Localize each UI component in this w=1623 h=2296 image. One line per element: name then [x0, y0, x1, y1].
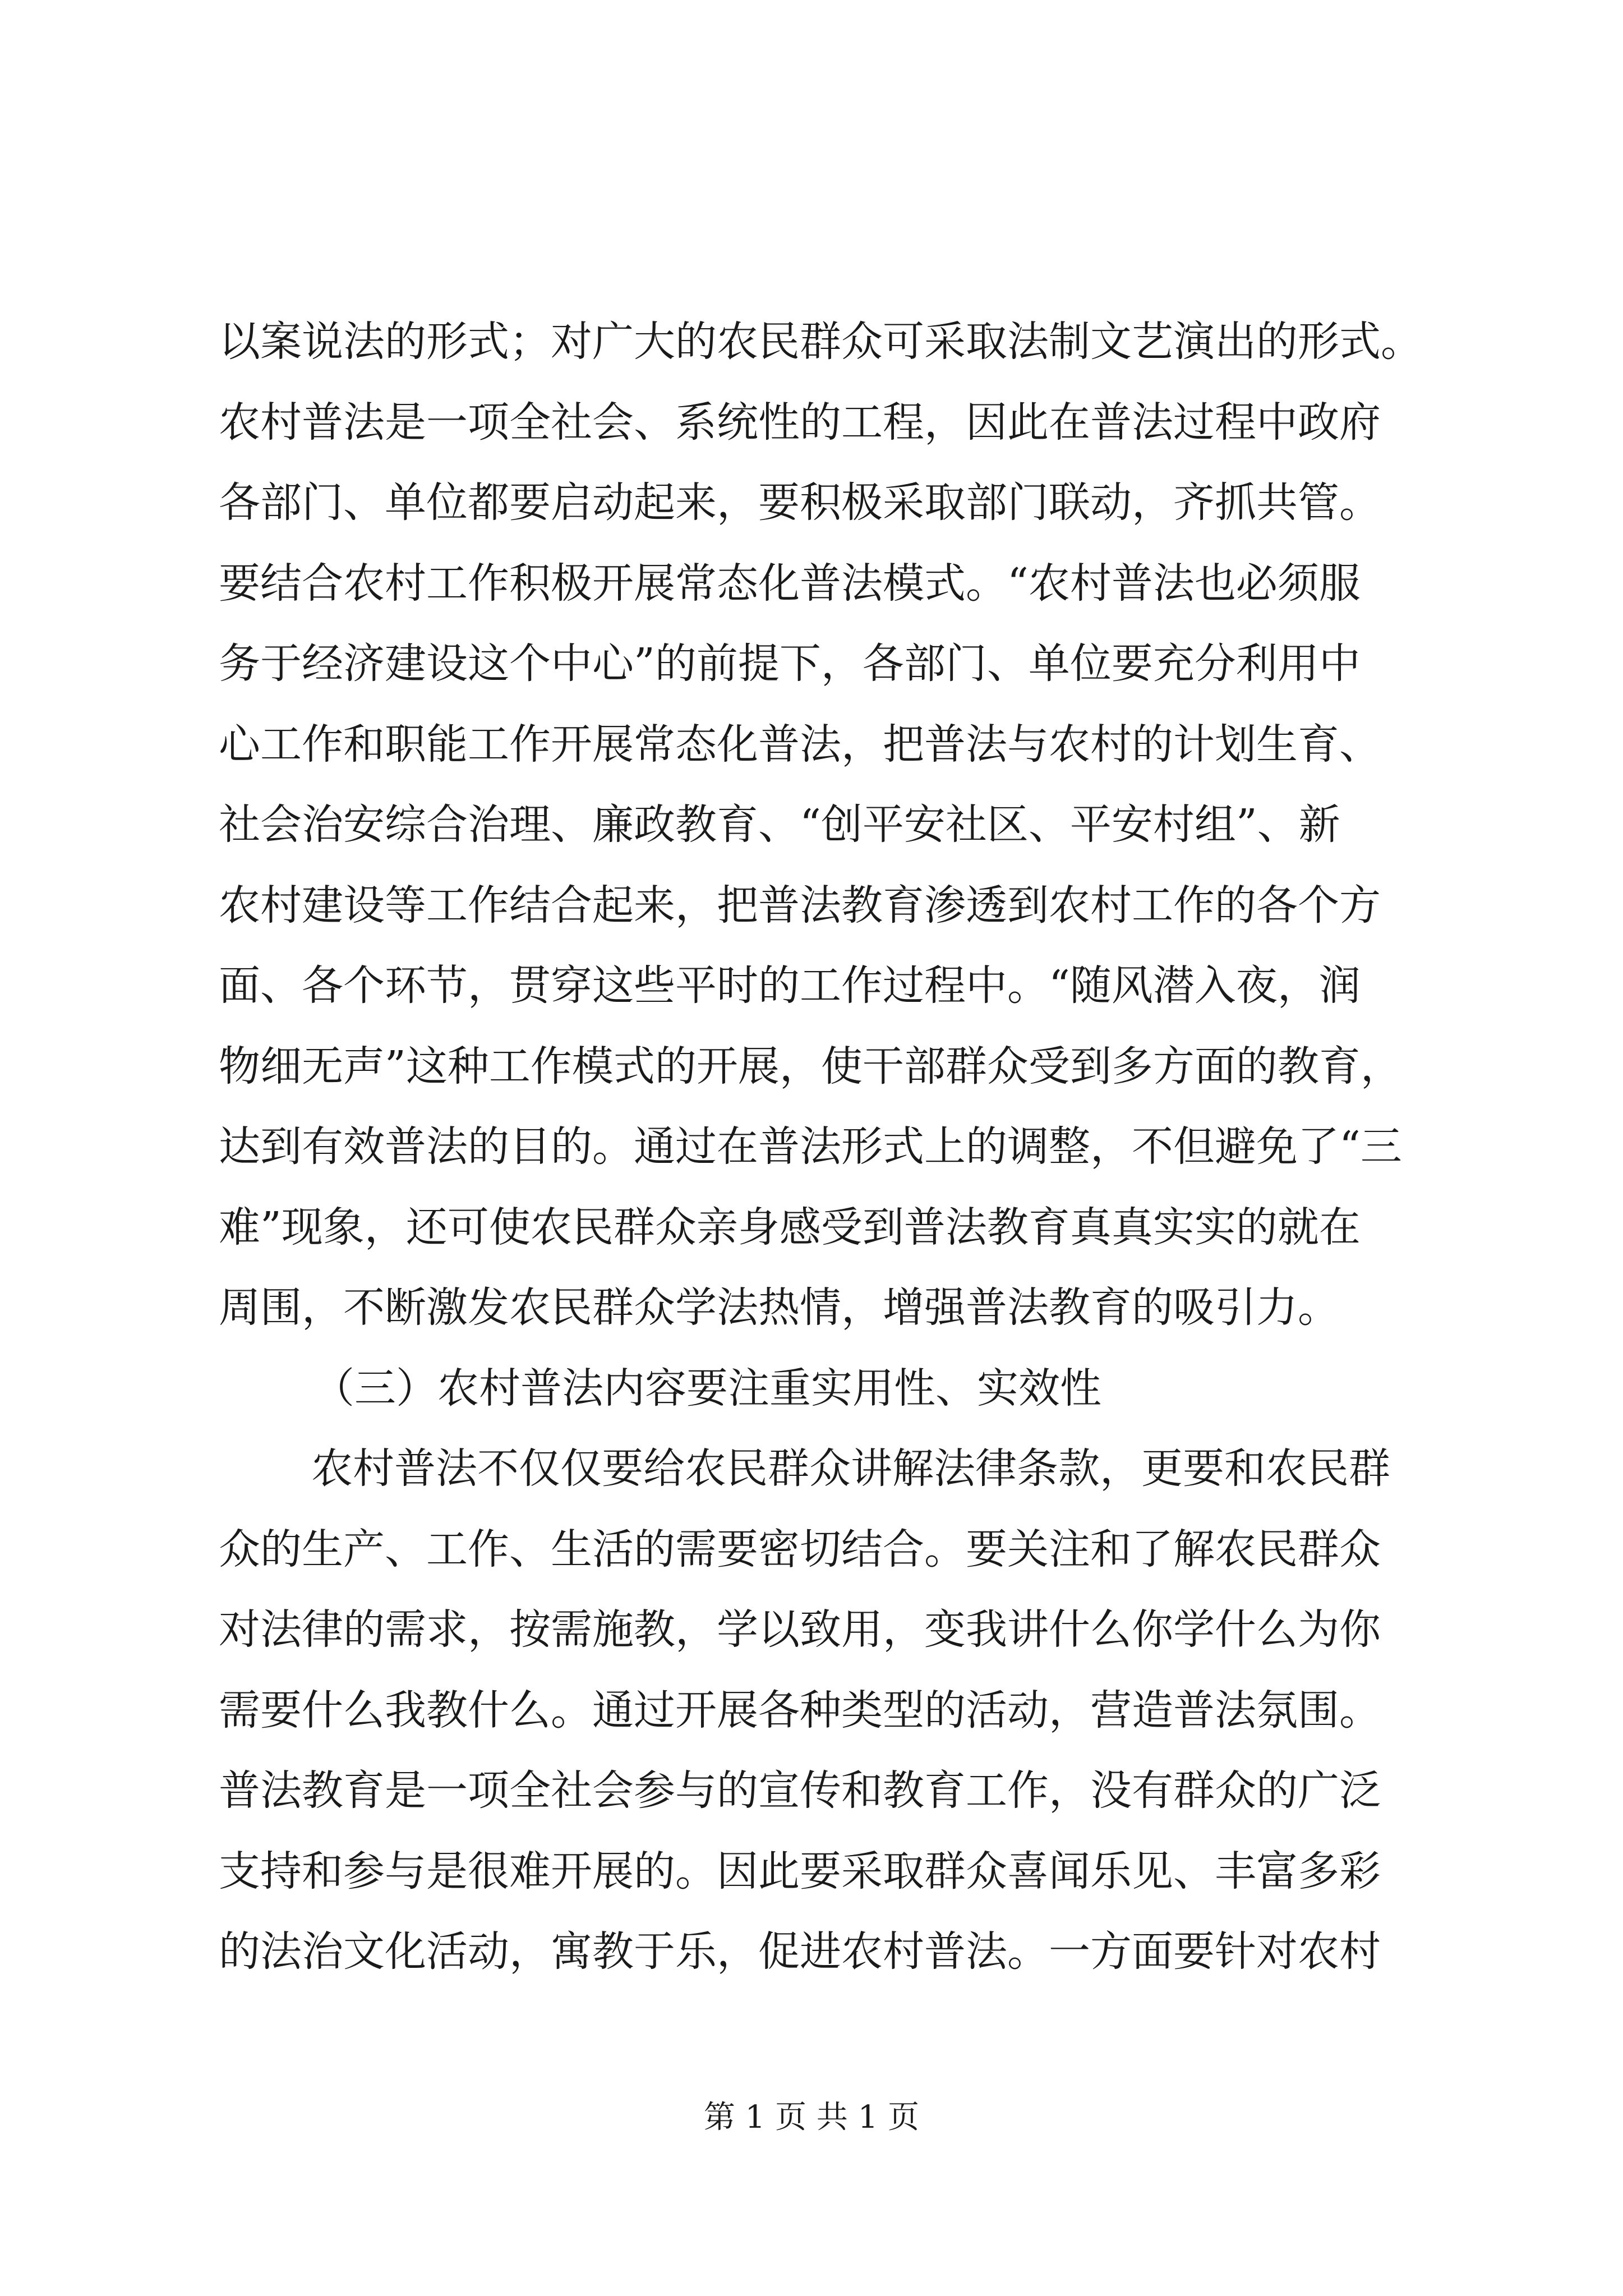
text-line: 普法教育是一项全社会参与的宣传和教育工作，没有群众的广泛: [219, 1766, 1381, 1815]
text-line: 支持和参与是很难开展的。因此要采取群众喜闻乐见、丰富多彩: [219, 1847, 1381, 1895]
page-number-footer: 第 1 页 共 1 页: [703, 2099, 920, 2136]
paragraph-first-line: 农村普法不仅仅要给农民群众讲解法律条款，更要和农民群: [311, 1444, 1390, 1493]
document-body: [219, 302, 1424, 1993]
text-line: 的法治文化活动，寓教于乐，促进农村普法。一方面要针对农村: [219, 1927, 1381, 1976]
text-line: 各部门、单位都要启动起来，要积极采取部门联动，齐抓共管。: [219, 478, 1381, 527]
section-heading: （三）农村普法内容要注重实用性、实效性: [313, 1364, 1101, 1412]
text-line: 心工作和职能工作开展常态化普法，把普法与农村的计划生育、: [219, 720, 1381, 769]
text-line: 周围，不断激发农民群众学法热情，增强普法教育的吸引力。: [219, 1283, 1339, 1332]
text-line: 面、各个环节，贯穿这些平时的工作过程中。“随风潜入夜，润: [219, 961, 1361, 1010]
text-line: 务于经济建设这个中心”的前提下，各部门、单位要充分利用中: [219, 639, 1361, 688]
text-line: 众的生产、工作、生活的需要密切结合。要关注和了解农民群众: [219, 1525, 1381, 1573]
text-line: 达到有效普法的目的。通过在普法形式上的调整，不但避免了“三: [219, 1122, 1402, 1171]
text-line: 以案说法的形式；对广大的农民群众可采取法制文艺演出的形式。: [219, 318, 1422, 366]
text-line: 农村建设等工作结合起来，把普法教育渗透到农村工作的各个方: [219, 881, 1381, 930]
text-line: 需要什么我教什么。通过开展各种类型的活动，营造普法氛围。: [219, 1686, 1381, 1734]
text-line: 对法律的需求，按需施教，学以致用，变我讲什么你学什么为你: [219, 1605, 1381, 1654]
text-line: 社会治安综合治理、廉政教育、“创平安社区、平安村组”、新: [219, 800, 1340, 849]
text-line: 物细无声”这种工作模式的开展，使干部群众受到多方面的教育，: [219, 1042, 1402, 1091]
text-line: 难”现象，还可使农民群众亲身感受到普法教育真真实实的就在: [219, 1203, 1361, 1251]
text-line: 农村普法是一项全社会、系统性的工程，因此在普法过程中政府: [219, 398, 1381, 447]
text-line: 要结合农村工作积极开展常态化普法模式。“农村普法也必须服: [219, 559, 1361, 608]
